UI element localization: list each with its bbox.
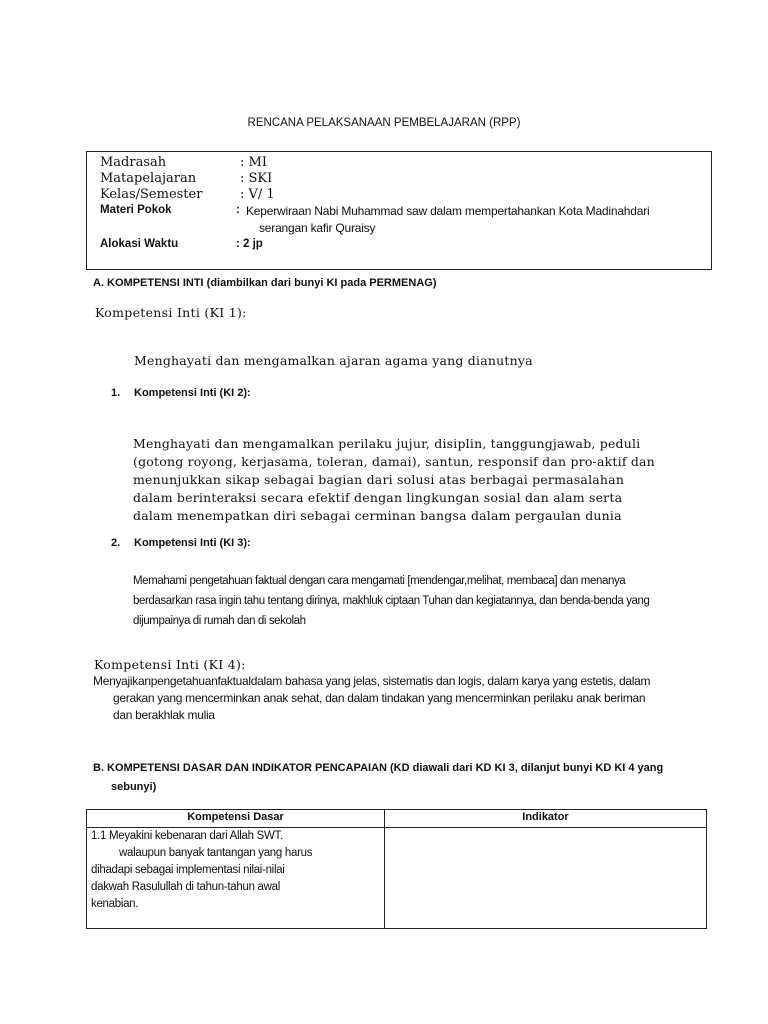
ki3-paragraph (133, 571, 650, 631)
ki4-line: Menyajikanpengetahuanfaktualdalam bahasa yang jelas, sistematis dan logis, dalam karya yang estetis, dalam (93, 674, 651, 688)
table-header-kompetensi-dasar: Kompetensi Dasar (187, 811, 284, 823)
alokasi-value: : 2 jp (236, 238, 263, 250)
kd-line: dakwah Rasulullah di tahun-tahun awal (91, 881, 281, 893)
kd-line: kenabian. (91, 898, 139, 910)
ki4-title: Kompetensi Inti (KI 4): (94, 657, 246, 672)
kd-line: dihadapi sebagai implementasi nilai-nilai (91, 864, 285, 876)
alokasi-label: Alokasi Waktu (100, 238, 179, 250)
kd-line: walaupun banyak tantangan yang harus (119, 847, 313, 859)
ki2-line: dalam berinteraksi secara efektif dengan lingkungan sosial dan alam serta (133, 490, 623, 505)
madrasah-value: : MI (240, 155, 267, 170)
kd-indicator-table (86, 809, 707, 929)
document-title: RENCANA PELAKSANAAN PEMBELAJARAN (RPP) (247, 117, 521, 129)
ki3-line: berdasarkan rasa ingin tahu tentang dirinya, makhluk ciptaan Tuhan dan kegiatannya, dan benda-benda yang (133, 595, 650, 607)
section-b-heading-line1: B. KOMPETENSI DASAR DAN INDIKATOR PENCAPAIAN (KD diawali dari KD KI 3, dilanjut bunyi KD KI 4 yang (93, 762, 664, 774)
kelas-label: Kelas/Semester (100, 187, 203, 202)
materi-value-line2: serangan kafir Quraisy (259, 221, 376, 235)
ki2-line: (gotong royong, kerjasama, toleran, damai), santun, responsif dan pro-aktif dan (133, 454, 655, 469)
ki1-title: Kompetensi Inti (KI 1): (95, 305, 247, 320)
table-header-indikator: Indikator (522, 811, 569, 823)
ki2-paragraph (133, 435, 655, 525)
section-b-heading-line2: sebunyi) (111, 781, 157, 793)
identity-box (86, 151, 712, 270)
kd-line: 1.1 Meyakini kebenaran dari Allah SWT. (91, 830, 283, 842)
materi-label: Materi Pokok (100, 204, 172, 216)
ki2-line: Menghayati dan mengamalkan perilaku jujur, disiplin, tanggungjawab, peduli (133, 436, 641, 451)
ki3-title: Kompetensi Inti (KI 3): (134, 537, 251, 549)
ki4-line: dan berakhlak mulia (113, 708, 215, 722)
ki4-line: gerakan yang mencerminkan anak sehat, dan dalam tindakan yang mencerminkan perilaku anak beriman (113, 691, 646, 705)
mapel-value: : SKI (240, 171, 273, 186)
ki3-line: dijumpainya di rumah dan di sekolah (133, 615, 306, 627)
section-a-heading: A. KOMPETENSI INTI (diambilkan dari bunyi KI pada PERMENAG) (93, 277, 437, 289)
materi-value-line1: Keperwiraan Nabi Muhammad saw dalam mempertahankan Kota Madinahdari (246, 204, 650, 218)
madrasah-label: Madrasah (100, 155, 167, 170)
ki2-number: 1. (111, 387, 121, 399)
ki1-text: Menghayati dan mengamalkan ajaran agama yang dianutnya (134, 353, 533, 368)
table-row-kd-1 (91, 828, 312, 913)
ki4-paragraph (93, 673, 650, 724)
ki2-line: dalam menempatkan diri sebagai cerminan bangsa dalam pergaulan dunia (133, 508, 622, 523)
ki2-line: menunjukkan sikap sebagai bagian dari solusi atas berbagai permasalahan (133, 472, 625, 487)
ki2-title: Kompetensi Inti (KI 2): (134, 387, 251, 399)
mapel-label: Matapelajaran (100, 171, 197, 186)
ki3-number: 2. (111, 537, 121, 549)
ki3-line: Memahami pengetahuan faktual dengan cara mengamati [mendengar,melihat, membaca] dan menanya (133, 575, 626, 587)
materi-colon: : (236, 204, 240, 216)
kelas-value: : V/ 1 (240, 187, 275, 202)
